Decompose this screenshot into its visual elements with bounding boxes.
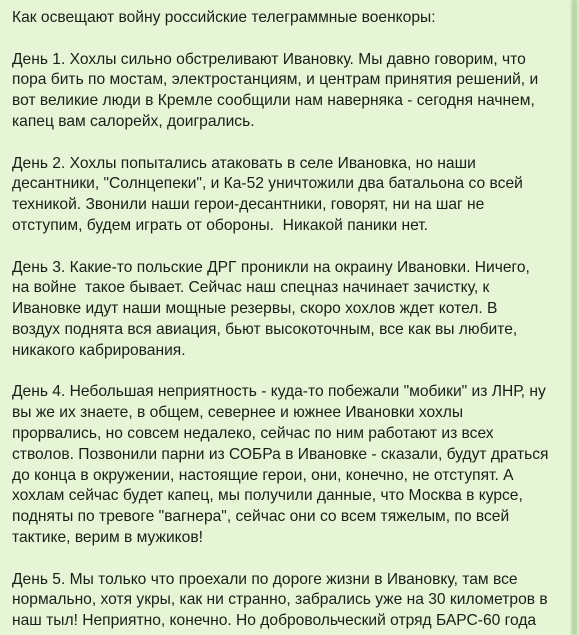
message-paragraph-day-2: День 2. Хохлы попытались атаковать в селе Ивановка, но наши десантники, "Солнцепеки", и Ка-52 уничтожили два батальона со всей техникой. Звонили наши герои-десантники, говорят, ни на шаг не отступим, будем играть от обороны. Никакой паники нет. [12, 154, 523, 234]
message-paragraph-day-1: День 1. Хохлы сильно обстреливают Ивановку. Мы давно говорим, что пора бить по мостам, электростанциям, и центрам принятия решений, и вот великие люди в Кремле сообщили нам наверняка - сегодня начнем, капец вам салорейх, доигрались. [12, 50, 539, 130]
message-paragraph-day-5: День 5. Мы только что проехали по дороге жизни в Ивановку, там все нормально, хотя укры, как ни странно, забрались уже на 30 километров в наш тыл! Неприятно, конечно. Но добровольческий отряд БАРС-60 года [12, 570, 548, 630]
message-paragraph-day-4: День 4. Небольшая неприятность - куда-то побежали "мобики" из ЛНР, ну вы же их знаете, в общем, севернее и южнее Ивановки хохлы прорвались, но совсем недалеко, сейчас по ним работают из всех стволов. Позвонили парни из СОБРа в Ивановке - сказали, будут драться до конца в окружении, настоящие герои, они, конечно, не отступят. А хохлам сейчас будет капец, мы получили данные, что Москва в курсе, подняты по тревоге "вагнера", сейчас они со всем тяжелым, по всей тактике, верим в мужиков! [12, 383, 549, 546]
scrollbar-thumb[interactable] [572, 0, 577, 635]
scrollbar-track[interactable] [570, 0, 579, 635]
message-text [12, 0, 568, 635]
message-intro: Как освещают войну российские телеграммные военкоры: [12, 9, 436, 26]
message-paragraph-day-3: День 3. Какие-то польские ДРГ проникли на окраину Ивановки. Ничего, на войне такое бывает. Сейчас наш спецназ начинает зачистку, к Ивановке идут наши мощные резервы, скоро хохлов ждет котел. В воздух поднята вся авиация, бьют высокоточным, все как вы любите, никакого кабрирования. [12, 258, 530, 359]
